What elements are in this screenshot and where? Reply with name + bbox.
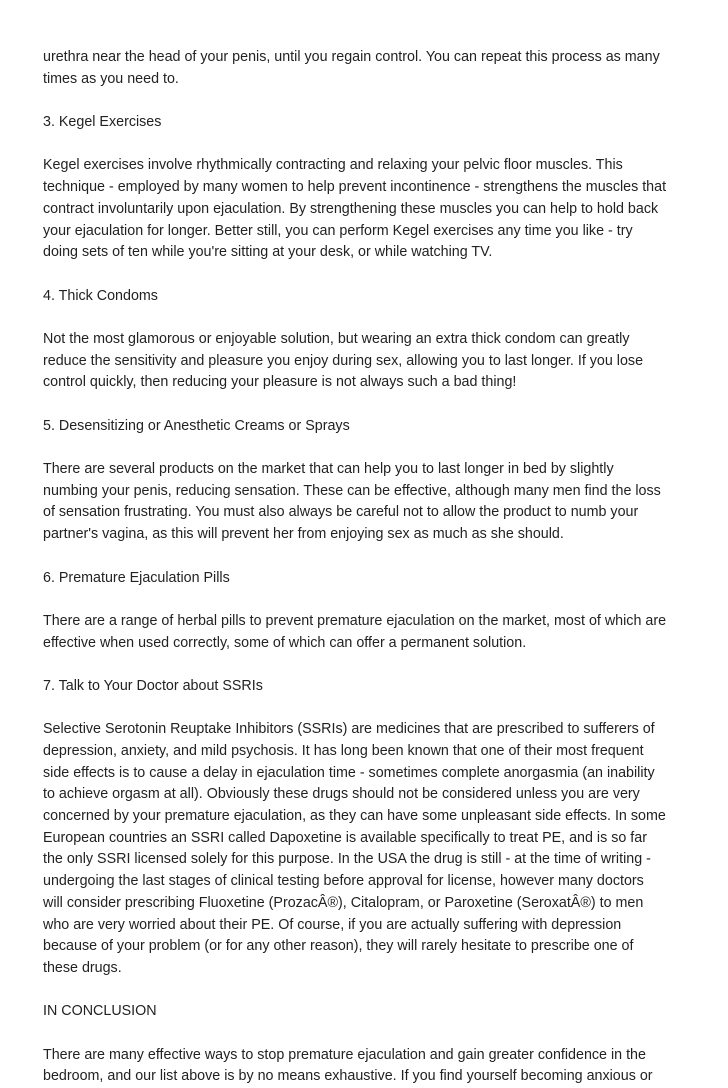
text-line: urethra near the head of your penis, until you regain control. You can repeat this process as many [43,49,660,65]
text-line: these drugs. [43,959,122,976]
text-line: bedroom, and our list above is by no means exhaustive. If you find yourself becoming anxious or [43,1068,653,1085]
text-line: control quickly, then reducing your pleasure is not always such a bad thing! [43,374,517,391]
text-line: undergoing the last stages of clinical testing before approval for license, however many doctors [43,873,644,890]
heading-ssris: 7. Talk to Your Doctor about SSRIs [43,677,263,694]
document-page [43,0,691,1088]
section-heading [43,112,691,134]
section-heading [43,416,691,438]
text-line: times as you need to. [43,70,179,87]
text-line: contract involuntarily upon ejaculation. By strengthening these muscles you can help to hold back [43,200,659,217]
text-line: will consider prescribing Fluoxetine (ProzacÂ®), Citalopram, or Paroxetine (SeroxatÂ®) to men [43,894,644,911]
text-line: because of your problem (or for any other reason), they will rarely hesitate to prescribe one of [43,938,634,955]
text-line: depression, anxiety, and mild psychosis. It has long been known that one of their most frequent [43,743,644,759]
text-line: European countries an SSRI called Dapoxetine is available specifically to treat PE, and is so far [43,829,647,846]
text-line: your ejaculation for longer. Better still, you can perform Kegel exercises any time you like - try [43,222,633,239]
section-paragraph [43,719,691,979]
text-line: Not the most glamorous or enjoyable solution, but wearing an extra thick condom can greatly [43,330,630,347]
text-line: There are several products on the market that can help you to last longer in bed by slightly [43,461,614,478]
heading-kegel-exercises: 3. Kegel Exercises [43,114,162,131]
text-line: Selective Serotonin Reuptake Inhibitors (SSRIs) are medicines that are prescribed to sufferers of [43,721,655,738]
text-line: concerned by your premature ejaculation, as they can have some unpleasant side effects. In some [43,808,666,825]
text-line: numbing your penis, reducing sensation. These can be effective, although many men find the loss [43,482,661,499]
section-paragraph [43,611,691,654]
section-heading [43,568,691,590]
text-line: reduce the sensitivity and pleasure you enjoy during sex, allowing you to last longer. If you lose [43,352,644,369]
text-line: effective when used correctly, some of which can offer a permanent solution. [43,634,527,651]
section-heading [43,676,691,698]
text-line: of sensation frustrating. You must also always be careful not to allow the product to numb your [43,504,639,521]
text-line: Kegel exercises involve rhythmically contracting and relaxing your pelvic floor muscles. This [43,157,623,174]
heading-desensitizing-creams: 5. Desensitizing or Anesthetic Creams or Sprays [43,417,350,434]
section-heading [43,1001,691,1023]
section-paragraph [43,329,691,394]
text-line: There are many effective ways to stop premature ejaculation and gain greater confidence in the [43,1046,646,1063]
section-heading [43,286,691,308]
heading-in-conclusion: IN CONCLUSION [43,1003,157,1020]
text-line: partner's vagina, as this will prevent her from enjoying sex as much as she should. [43,526,564,543]
text-line: to achieve orgasm at all). Obviously these drugs should not be considered unless you are very [43,786,640,803]
heading-thick-condoms: 4. Thick Condoms [43,287,158,304]
section-paragraph [43,459,691,546]
intro-paragraph [43,47,691,90]
text-line: the only SSRI licensed solely for this purpose. In the USA the drug is still - at the time of writing - [43,851,651,868]
section-paragraph [43,155,691,263]
text-line: technique - employed by many women to help prevent incontinence - strengthens the muscles that [43,179,667,196]
text-line: doing sets of ten while you're sitting at your desk, or while watching TV. [43,244,493,261]
heading-pe-pills: 6. Premature Ejaculation Pills [43,569,230,586]
text-line: who are very worried about their PE. Of course, if you are actually suffering with depression [43,916,622,933]
text-line: There are a range of herbal pills to prevent premature ejaculation on the market, most of which are [43,612,667,629]
section-paragraph [43,1045,691,1088]
text-line: side effects is to cause a delay in ejaculation time - sometimes complete anorgasmia (an inability [43,764,655,781]
